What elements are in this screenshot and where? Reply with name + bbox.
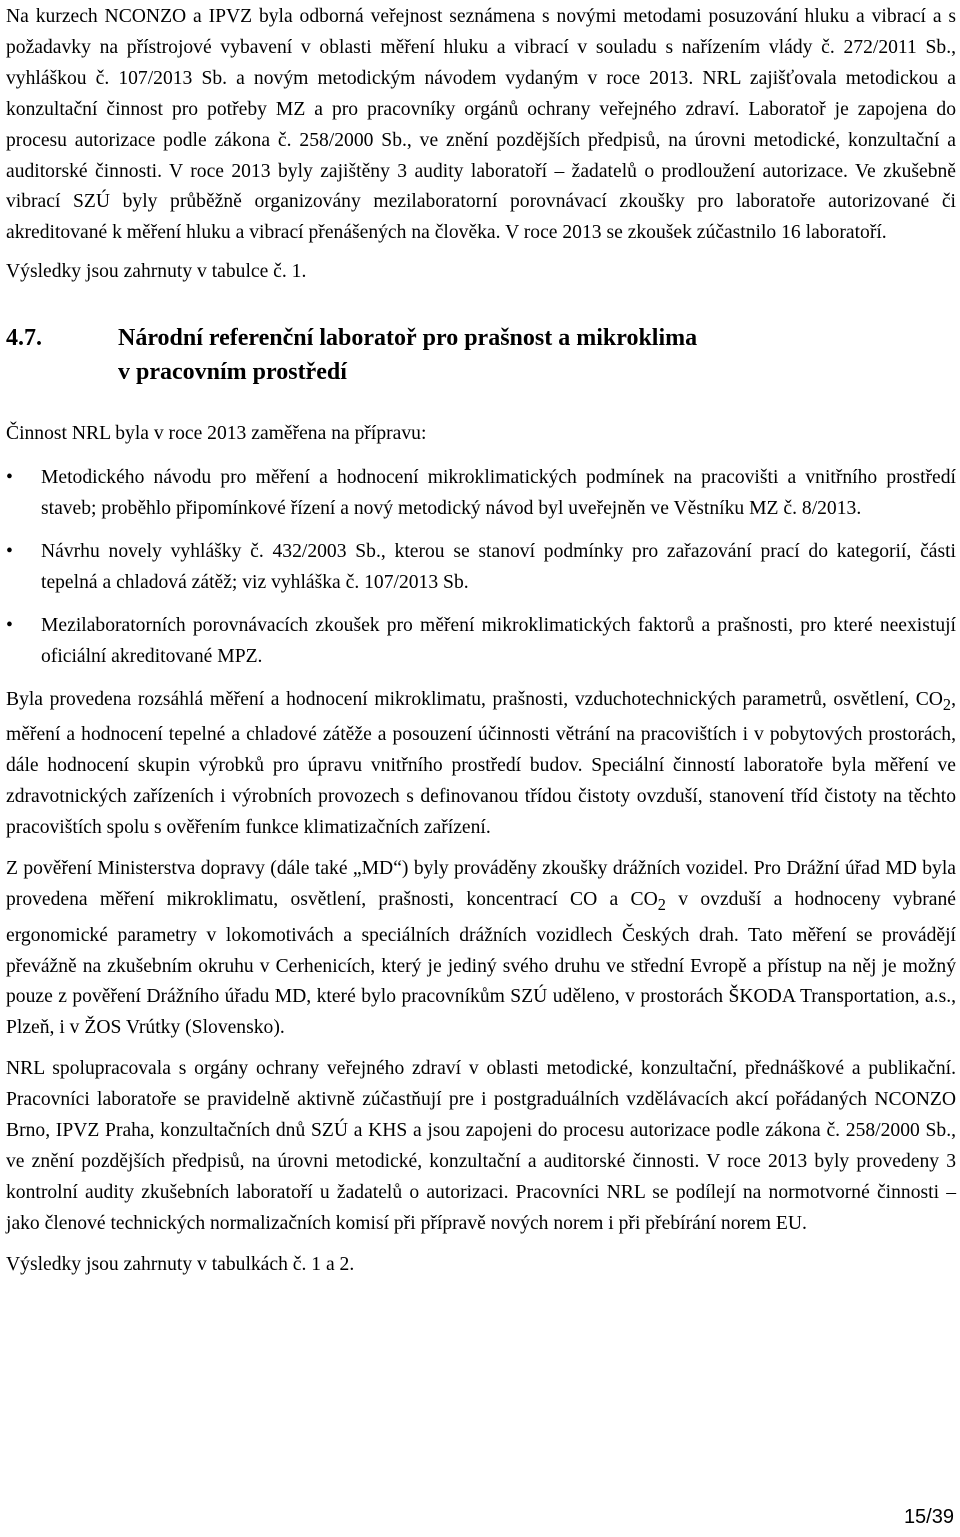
measurements-paragraph <box>6 685 956 844</box>
bullet-icon: • <box>6 614 13 636</box>
final-results-note: Výsledky jsou zahrnuty v tabulkách č. 1 a 2. <box>6 1253 355 1275</box>
transport-text-2: v ovzduší a hodnoceny vybrané ergonomické parametry v lokomotivách a speciálních drážních vozidlech Českých drah. Tato měření se provádějí převážně na zkušebním okruhu v Cerhenicích, který je jediný svého druhu ve střední Evropě a přístup na něj je možný pouze z pověření Drážního úřadu MD, které bylo pracovníkům SZÚ uděleno, v prostorách ŠKODA Transportation, a.s., Plzeň, i v ŽOS Vrútky (Slovensko). <box>6 888 956 1039</box>
list-item <box>6 463 956 525</box>
measurements-text-2: , měření a hodnocení tepelné a chladové zátěže a posouzení účinnosti větrání na pracovištích i v pobytových prostorách, dále hodnocení skupin výrobků pro úpravu vnitřního prostředí budov. Speciální činností laboratoře byla měření ve zdravotnických zařízeních i výrobních provozech s definovanou třídou čistoty ovzduší, stanovení tříd čistoty na těchto pracovištích spolu s ověřením funkce klimatizačních zařízení. <box>6 688 956 839</box>
cooperation-paragraph: NRL spolupracovala s orgány ochrany veřejného zdraví v oblasti metodické, konzultační, přednáškové a publikační. Pracovníci laboratoře se pravidelně aktivně zúčastňují pre i postgraduálních vzdělávacích akcí pořádaných NCONZO Brno, IPVZ Praha, konzultačních dnů SZÚ a KHS a jsou zapojeni do procesu autorizace podle zákona č. 258/2000 Sb., ve znění pozdějších předpisů, na úrovni metodické, konzultační a auditorské činnosti. V roce 2013 byly provedeny 3 kontrolní audity zkušebních laboratoří u žadatelů o autorizaci. Pracovníci NRL se podílejí na normotvorné činnosti – jako členové technických normalizačních komisí při přípravě nových norem i při přebírání norem EU. <box>6 1058 956 1234</box>
list-item <box>6 537 956 599</box>
bullet-icon: • <box>6 467 13 489</box>
document-page <box>6 0 956 1281</box>
transport-paragraph <box>6 854 956 1044</box>
list-item-text: Návrhu novely vyhlášky č. 432/2003 Sb., kterou se stanoví podmínky pro zařazování prací do kategorií, části tepelná a chladová zátěž; viz vyhláška č. 107/2013 Sb. <box>41 540 956 593</box>
section-title <box>118 321 697 389</box>
section-number: 4.7. <box>6 325 42 352</box>
section-heading <box>6 321 956 389</box>
list-item-text: Mezilaboratorních porovnávacích zkoušek pro měření mikroklimatických faktorů a prašnosti, pro které neexistují oficiální akreditované MPZ. <box>41 614 956 667</box>
intro-paragraph: Na kurzech NCONZO a IPVZ byla odborná veřejnost seznámena s novými metodami posuzování hluku a vibrací a s požadavky na přístrojové vybavení v oblasti měření hluku a vibrací v souladu s nařízením vlády č. 272/2011 Sb., vyhláškou č. 107/2013 Sb. a novým metodickým návodem vydaným v roce 2013. NRL zajišťovala metodickou a konzultační činnost pro potřeby MZ a pro pracovníky orgánů ochrany veřejného zdraví. Laboratoř je zapojena do procesu autorizace podle zákona č. 258/2000 Sb., ve znění pozdějších předpisů, na úrovni metodické, konzultační a auditorské činnosti. V roce 2013 byly zajištěny 3 audity laboratoří – žadatelů o prodloužení autorizace. Ve zkušebně vibrací SZÚ byly průběžně organizovány mezilaboratorní porovnávací zkoušky pro laboratoře autorizované či akreditované k měření hluku a vibrací přenášených na člověka. V roce 2013 se zkoušek zúčastnilo 16 laboratoří. <box>6 6 956 244</box>
bullet-icon: • <box>6 540 13 562</box>
co2-subscript: 2 <box>942 694 952 714</box>
co2-subscript: 2 <box>657 894 666 914</box>
section-title-line1: Národní referenční laboratoř pro prašnost a mikroklima <box>118 325 698 352</box>
bullet-list <box>6 463 956 672</box>
list-item-text: Metodického návodu pro měření a hodnocení mikroklimatických podmínek na pracovišti a vnitřního prostředí staveb; proběhlo připomínkové řízení a nový metodický návod byl uveřejněn ve Věstníku MZ č. 8/2013. <box>41 467 956 519</box>
measurements-text-1: Byla provedena rozsáhlá měření a hodnocení mikroklimatu, prašnosti, vzduchotechnických parametrů, osvětlení, CO <box>6 688 943 710</box>
lead-sentence: Činnost NRL byla v roce 2013 zaměřena na přípravu: <box>6 423 427 445</box>
page-number: 15/39 <box>903 1506 954 1528</box>
section-title-line2: v pracovním prostředí <box>118 359 347 386</box>
transport-text-1: Z pověření Ministerstva dopravy (dále také „MD“) byly prováděny zkoušky drážních vozidel. Pro Drážní úřad MD byla provedena měření mikroklimatu, osvětlení, prašnosti, koncentrací CO a CO <box>6 857 956 910</box>
list-item <box>6 611 956 673</box>
intro-results-note: Výsledky jsou zahrnuty v tabulce č. 1. <box>6 261 307 283</box>
